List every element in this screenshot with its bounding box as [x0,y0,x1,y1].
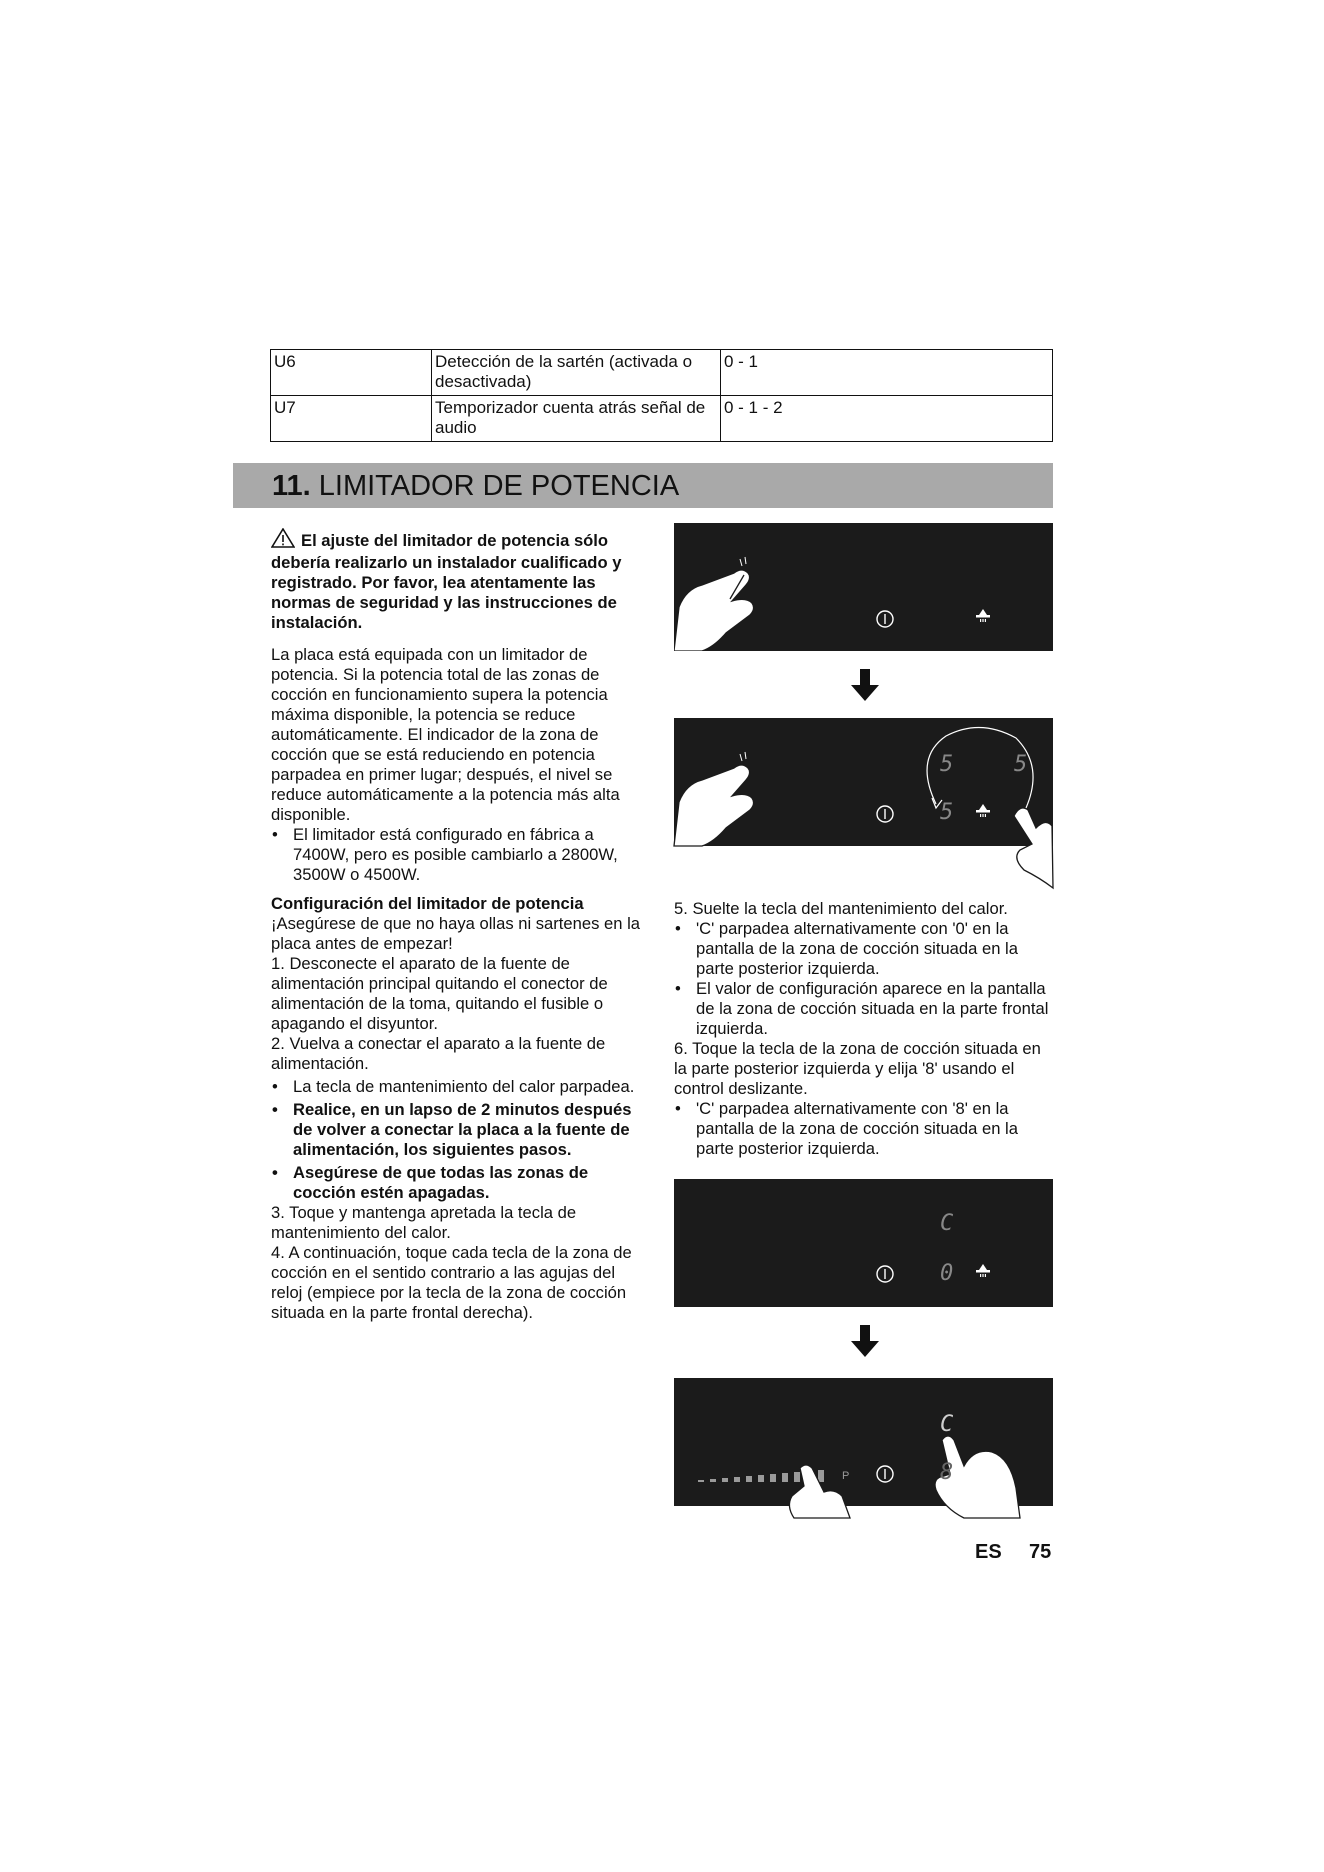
table-cell-values: 0 - 1 - 2 [721,396,1053,442]
table-cell-code: U6 [271,350,432,396]
list-item-text: 'C' parpadea alternativamente con '0' en la pantalla de la zona de cocción situada en la parte posterior izquierda. [696,919,1018,978]
page-number: 75 [1029,1541,1052,1563]
keep-warm-icon [976,804,990,817]
intro-paragraph: La placa está equipada con un limitador de potencia. Si la potencia total de las zonas de cocción en funcionamiento supera la potencia máxima disponible, la potencia se reduce automáticamente. El indicador de la zona de cocción que se está reduciendo en potencia parpadea en primer lugar; después, el nivel se reduce automáticamente a la potencia más alta disponible. [271,645,620,824]
step-5: 5. Suelte la tecla del mantenimiento del calor. [674,899,1008,918]
hand-icon [1014,808,1053,888]
section-title-text: LIMITADOR DE POTENCIA [318,470,680,502]
control-panel-illustration-3 [674,1179,1053,1307]
table-cell-code: U7 [271,396,432,442]
warning-text: El ajuste del limitador de potencia sólo debería realizarlo un instalador cualificado y registrado. Por favor, lea atentamente las normas de seguridad y las instrucciones de instalación. [271,531,622,632]
list-item: • Realice, en un lapso de 2 minutos después de volver a conectar la placa a la fuente de alimentación, los siguientes pasos. [272,1100,632,1159]
right-column [674,899,1058,1159]
settings-table [270,349,1053,442]
seven-segment-display: 0 [940,1261,954,1286]
step-6: 6. Toque la tecla de la zona de cocción situada en la parte posterior izquierda y elija '8' usando el control deslizante. [674,1039,1041,1098]
seven-segment-display: 5 [940,752,954,777]
list-item: • 'C' parpadea alternativamente con '0' en la pantalla de la zona de cocción situada en la parte posterior izquierda. [675,919,1018,978]
list-item: • Asegúrese de que todas las zonas de cocción estén apagadas. [272,1163,589,1202]
power-icon [877,806,893,822]
seven-segment-display: C [940,1412,954,1437]
seven-segment-display: 5 [940,800,954,825]
section-title [272,467,679,505]
keep-warm-icon [976,609,990,622]
control-panel-illustration-1 [674,523,1053,651]
table-row [271,350,1053,396]
list-item: • El limitador está configurado en fábrica a 7400W, pero es posible cambiarlo a 2800W, 3500W o 4500W. [272,825,618,884]
left-column [271,528,651,1323]
step-2: 2. Vuelva a conectar el aparato a la fuente de alimentación. [271,1034,606,1073]
warning-paragraph [271,528,651,633]
table-cell-values: 0 - 1 [721,350,1053,396]
config-note: ¡Asegúrese de que no haya ollas ni sartenes en la placa antes de empezar! [271,914,640,953]
list-item-text: Asegúrese de que todas las zonas de cocción estén apagadas. [293,1163,589,1202]
list-item: • 'C' parpadea alternativamente con '8' en la pantalla de la zona de cocción situada en la parte posterior izquierda. [675,1099,1018,1158]
power-icon [877,1266,893,1282]
warning-triangle-icon [271,528,295,553]
control-panel-illustration-2 [674,718,1053,846]
seven-segment-display: 5 [1014,752,1028,777]
list-item: • El valor de configuración aparece en la pantalla de la zona de cocción situada en la parte frontal izquierda. [675,979,1049,1038]
list-item-text: El valor de configuración aparece en la pantalla de la zona de cocción situada en la parte frontal izquierda. [696,979,1049,1038]
control-panel-illustration-4 [674,1378,1053,1506]
list-item-text: El limitador está configurado en fábrica a 7400W, pero es posible cambiarlo a 2800W, 3500W o 4500W. [293,825,618,884]
hand-icon [674,765,754,846]
table-cell-description: Detección de la sartén (activada o desactivada) [432,350,721,396]
arrow-down-icon [851,1325,879,1362]
seven-segment-display: 8 [940,1460,954,1485]
step-4: 4. A continuación, toque cada tecla de la zona de cocción en el sentido contrario a las agujas del reloj (empiece por la tecla de la zona de cocción situada en la parte frontal derecha). [271,1243,632,1322]
list-item-text: La tecla de mantenimiento del calor parpadea. [293,1077,635,1096]
list-item: • La tecla de mantenimiento del calor parpadea. [272,1077,635,1096]
table-cell-description: Temporizador cuenta atrás señal de audio [432,396,721,442]
list-item-text: Realice, en un lapso de 2 minutos después de volver a conectar la placa a la fuente de alimentación, los siguientes pasos. [293,1100,632,1159]
table-row [271,396,1053,442]
arrow-down-icon [851,669,879,706]
keep-warm-icon [976,1264,990,1277]
power-icon [877,611,893,627]
step-1: 1. Desconecte el aparato de la fuente de alimentación principal quitando el conector de alimentación de la toma, quitando el fusible o apagando el disyuntor. [271,954,608,1033]
config-heading: Configuración del limitador de potencia [271,894,584,913]
step-3: 3. Toque y mantenga apretada la tecla de mantenimiento del calor. [271,1203,577,1242]
power-icon [877,1466,893,1482]
hand-icon [674,570,754,651]
section-number: 11. [272,470,311,502]
list-item-text: 'C' parpadea alternativamente con '8' en la pantalla de la zona de cocción situada en la parte posterior izquierda. [696,1099,1018,1158]
seven-segment-display: C [940,1211,954,1236]
footer-language: ES [975,1541,1002,1563]
slider-p-label: P [842,1470,850,1482]
